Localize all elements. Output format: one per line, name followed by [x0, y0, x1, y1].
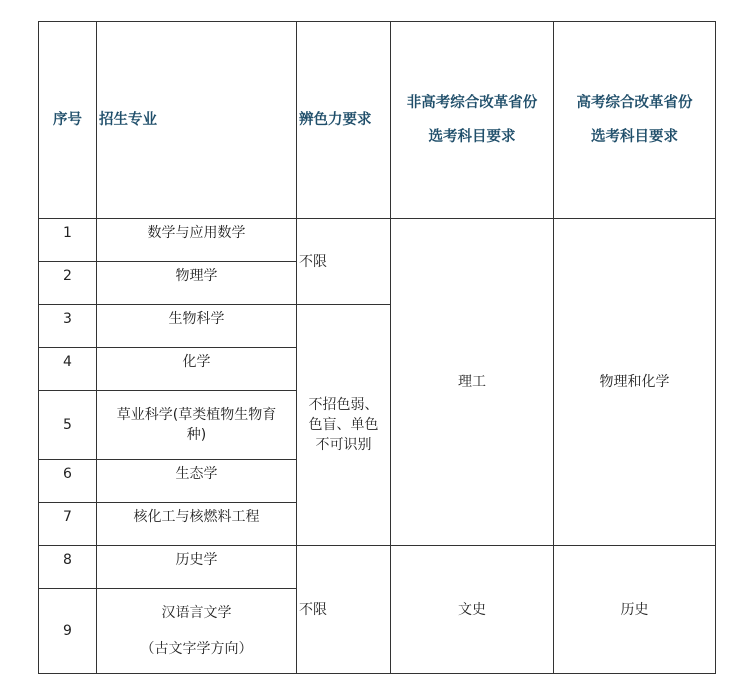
major-name: 核化工与核燃料工程 [97, 503, 297, 546]
major-name: 草业科学(草类植物生物育 种) [97, 391, 297, 460]
non-reform-science-subjects: 理工 [391, 219, 554, 546]
header-reform-subjects: 高考综合改革省份 选考科目要求 [554, 22, 716, 219]
row-number: 1 [39, 219, 97, 262]
header-seq: 序号 [39, 22, 97, 219]
major-name: 生态学 [97, 460, 297, 503]
reform-science-subjects: 物理和化学 [554, 219, 716, 546]
reform-arts-subjects: 历史 [554, 546, 716, 674]
color-requirement-restricted: 不招色弱、 色盲、单色 不可识别 [297, 305, 391, 546]
header-non-reform-subjects: 非高考综合改革省份 选考科目要求 [391, 22, 554, 219]
header-major: 招生专业 [97, 22, 297, 219]
major-name: 数学与应用数学 [97, 219, 297, 262]
row-number: 6 [39, 460, 97, 503]
table-row [39, 546, 716, 589]
table-row [39, 219, 716, 262]
admission-requirements-table [38, 21, 716, 674]
row-number: 9 [39, 589, 97, 674]
non-reform-arts-subjects: 文史 [391, 546, 554, 674]
header-color-requirement: 辨色力要求 [297, 22, 391, 219]
major-name: 物理学 [97, 262, 297, 305]
color-requirement-unlimited: 不限 [297, 219, 391, 305]
row-number: 2 [39, 262, 97, 305]
row-number: 8 [39, 546, 97, 589]
row-number: 4 [39, 348, 97, 391]
row-number: 3 [39, 305, 97, 348]
major-name: 化学 [97, 348, 297, 391]
table-header-row [39, 22, 716, 219]
color-requirement-unlimited: 不限 [297, 546, 391, 674]
row-number: 5 [39, 391, 97, 460]
major-name: 生物科学 [97, 305, 297, 348]
row-number: 7 [39, 503, 97, 546]
major-name: 汉语言文学 （古文字学方向） [97, 589, 297, 674]
major-name: 历史学 [97, 546, 297, 589]
